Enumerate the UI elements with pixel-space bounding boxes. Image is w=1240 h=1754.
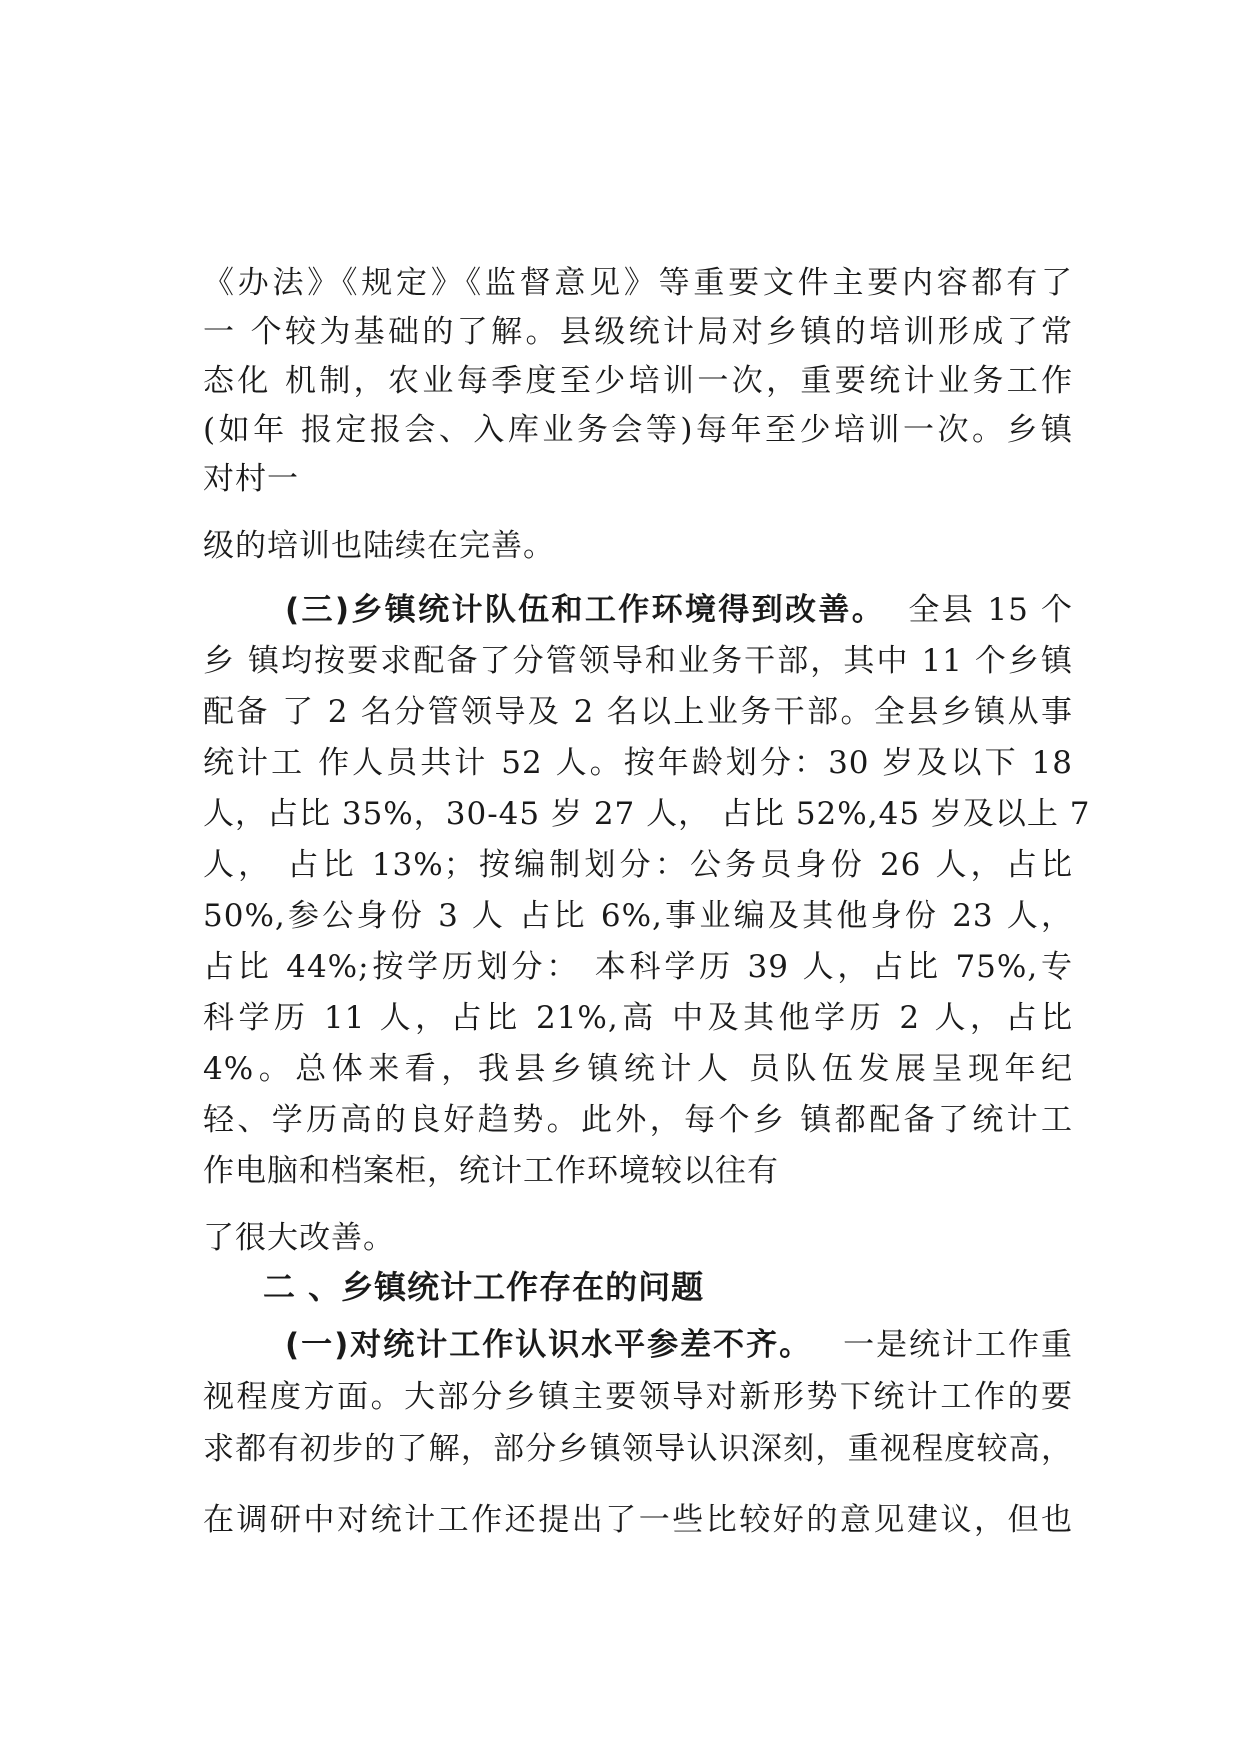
paragraph-line: 作电脑和档案柜，统计工作环境较以往有: [203, 1153, 779, 1189]
paragraph-line: 视程度方面。大部分乡镇主要领导对新形势下统计工作的要: [203, 1379, 1073, 1415]
paragraph-line: 人，占比 35%，30-45 岁 27 人， 占比 52%,45 岁及以上 7: [203, 796, 1091, 832]
section-heading-line: [285, 590, 1073, 630]
section-heading: (三)乡镇统计队伍和工作环境得到改善。: [285, 592, 886, 628]
section-heading: (一)对统计工作认识水平参差不齐。: [285, 1327, 813, 1363]
heading-line-rest: 一是统计工作重: [842, 1327, 1073, 1363]
chapter-heading: 二 、乡镇统计工作存在的问题: [263, 1268, 705, 1306]
paragraph-line: 配备 了 2 名分管领导及 2 名以上业务干部。全县乡镇从事: [203, 694, 1073, 730]
paragraph-line: 对村一: [203, 461, 299, 497]
paragraph-line: 统计工 作人员共计 52 人。按年龄划分：30 岁及以下 18: [203, 745, 1073, 781]
paragraph-line: 一 个较为基础的了解。县级统计局对乡镇的培训形成了常: [203, 314, 1073, 350]
paragraph-line: 占比 44%;按学历划分： 本科学历 39 人，占比 75%,专: [203, 949, 1073, 985]
paragraph-line: 求都有初步的了解，部分乡镇领导认识深刻，重视程度较高，: [203, 1431, 1073, 1467]
paragraph-line: 轻、学历高的良好趋势。此外，每个乡 镇都配备了统计工: [203, 1102, 1073, 1138]
paragraph-line: 了很大改善。: [203, 1220, 395, 1256]
section-heading-line: [285, 1325, 1073, 1365]
paragraph-line: (如年 报定报会、入库业务会等)每年至少培训一次。乡镇: [203, 412, 1073, 448]
paragraph-line: 态化 机制，农业每季度至少培训一次，重要统计业务工作: [203, 363, 1073, 399]
paragraph-line: 人， 占比 13%；按编制划分：公务员身份 26 人，占比: [203, 847, 1073, 883]
heading-line-rest: 全县 15 个: [907, 592, 1074, 628]
paragraph-line: 科学历 11 人，占比 21%,高 中及其他学历 2 人，占比: [203, 1000, 1073, 1036]
paragraph-line: 乡 镇均按要求配备了分管领导和业务干部，其中 11 个乡镇: [203, 643, 1073, 679]
paragraph-line: 50%,参公身份 3 人 占比 6%,事业编及其他身份 23 人，: [203, 898, 1073, 934]
paragraph-line: 在调研中对统计工作还提出了一些比较好的意见建议，但也: [203, 1502, 1073, 1538]
paragraph-line: 4%。总体来看，我县乡镇统计人 员队伍发展呈现年纪: [203, 1051, 1073, 1087]
paragraph-line: 级的培训也陆续在完善。: [203, 528, 555, 564]
paragraph-line: 《办法》《规定》《监督意见》等重要文件主要内容都有了: [203, 265, 1073, 301]
